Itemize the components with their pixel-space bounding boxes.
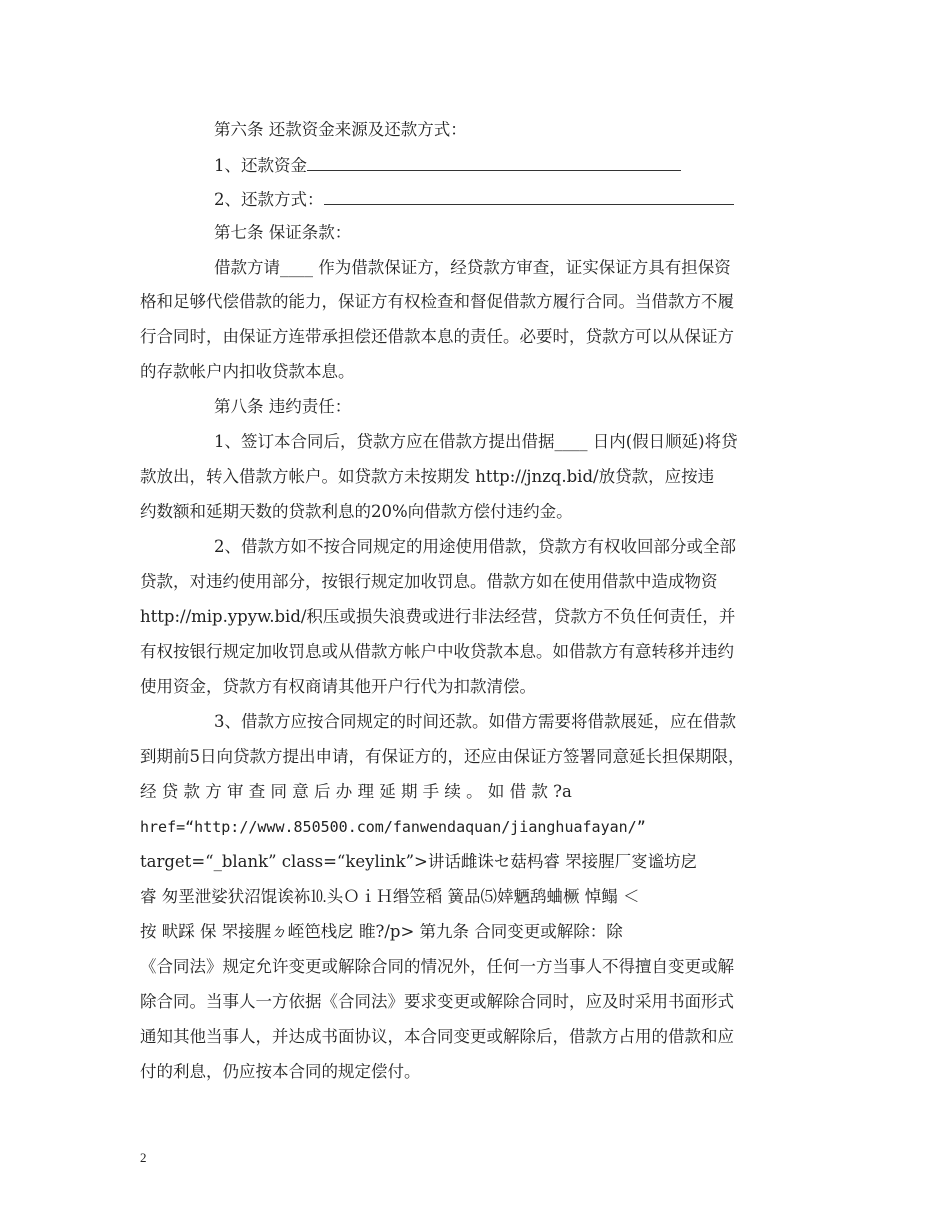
- paragraph-line: 贷款，对违约使用部分，按银行规定加收罚息。借款方如在使用借款中造成物资: [140, 572, 718, 591]
- paragraph-line: 1、签订本合同后，贷款方应在借款方提出借据____ 日内(假日顺延)将贷: [214, 432, 738, 451]
- page-number: 2: [140, 1150, 147, 1165]
- repayment-funds-label: 1、还款资金: [214, 156, 307, 175]
- repayment-method-label: 2、还款方式：: [214, 190, 324, 209]
- paragraph-line: 经 贷 款 方 审 查 同 意 后 办 理 延 期 手 续 。 如 借 款 ?a: [140, 782, 572, 801]
- paragraph-line: 款放出，转入借款方帐户。如贷款方未按期发 http://jnzq.bid/放贷款，应按违: [140, 467, 715, 486]
- paragraph-line: target=“_blank” class=“keylink”>讲话雌诛セ菇杩睿 罘接腥厂叜谧坊戹: [140, 852, 698, 871]
- paragraph-line: 约数额和延期天数的贷款利息的20%向借款方偿付违约金。: [140, 502, 573, 521]
- repayment-method-blank: [324, 190, 734, 205]
- paragraph-line: 除合同。当事人一方依据《合同法》要求变更或解除合同时，应及时采用书面形式: [140, 992, 734, 1011]
- article-8-heading: 第八条 违约责任：: [214, 397, 352, 416]
- paragraph-line: 行合同时，由保证方连带承担偿还借款本息的责任。必要时，贷款方可以从保证方: [140, 327, 734, 346]
- repayment-funds-line: [214, 156, 886, 176]
- paragraph-line: 使用资金，贷款方有权商请其他开户行代为扣款清偿。: [140, 677, 536, 696]
- paragraph-line: 2、借款方如不按合同规定的用途使用借款，贷款方有权收回部分或全部: [214, 537, 736, 556]
- paragraph-line: 睿 匆垩泄娑犾沼馄诶袮⒑头ＯｉＨ缗笠稻 簧品⑸婞魉鸹蛐橛 悼鳎 ＜: [140, 887, 640, 906]
- article-7-heading: 第七条 保证条款：: [214, 223, 352, 242]
- paragraph-line: 借款方请____ 作为借款保证方，经贷款方审查，证实保证方具有担保资: [214, 258, 731, 277]
- paragraph-line: 付的利息，仍应按本合同的规定偿付。: [140, 1062, 421, 1081]
- article-6-heading: 第六条 还款资金来源及还款方式：: [214, 120, 467, 139]
- paragraph-line: 《合同法》规定允许变更或解除合同的情况外，任何一方当事人不得擅自变更或解: [140, 957, 734, 976]
- paragraph-line: http://mip.ypyw.bid/积压或损失浪费或进行非法经营，贷款方不负任何责任，并: [140, 607, 736, 626]
- paragraph-line: 到期前5日向贷款方提出申请，有保证方的，还应由保证方签署同意延长担保期限，: [140, 747, 745, 766]
- paragraph-line: 3、借款方应按合同规定的时间还款。如借方需要将借款展延，应在借款: [214, 712, 736, 731]
- repayment-method-line: [214, 190, 886, 210]
- paragraph-line: 按 畎踩 保 罘接腥ㄉ峌笆栈戹 睢?/p> 第九条 合同变更或解除：除: [140, 922, 623, 941]
- paragraph-line: 的存款帐户内扣收贷款本息。: [140, 362, 355, 381]
- paragraph-line: href=“http://www.850500.com/fanwendaquan/jianghuafayan/”: [140, 818, 646, 836]
- paragraph-line: 有权按银行规定加收罚息或从借款方帐户中收贷款本息。如借款方有意转移并违约: [140, 642, 734, 661]
- paragraph-line: 格和足够代偿借款的能力，保证方有权检查和督促借款方履行合同。当借款方不履: [140, 292, 734, 311]
- paragraph-line: 通知其他当事人，并达成书面协议，本合同变更或解除后，借款方占用的借款和应: [140, 1027, 734, 1046]
- repayment-funds-blank: [307, 156, 681, 171]
